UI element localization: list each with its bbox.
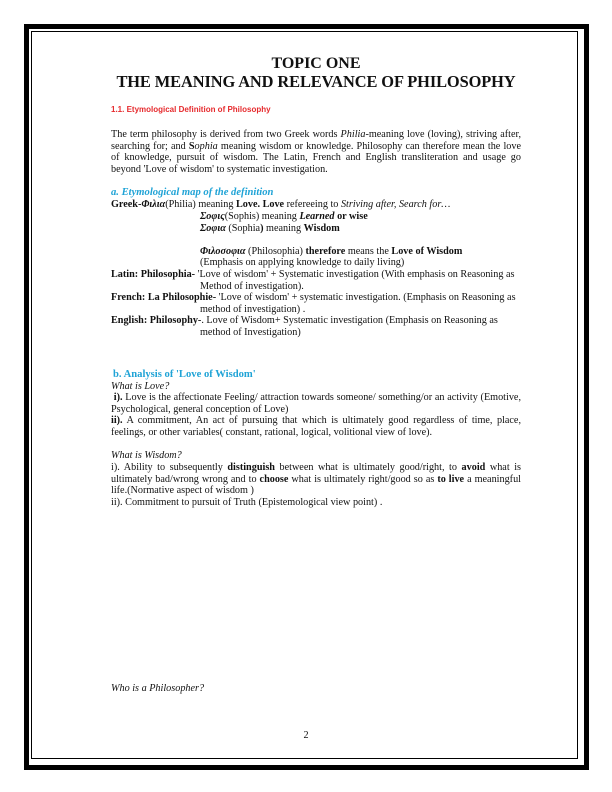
philia-greek: Φιλια: [141, 199, 166, 211]
latin-text: 'Love of wisdom' + Systematic investigation (With emphasis on Reasoning as Method of investigation).: [195, 268, 515, 292]
wisdom-text: i). Ability to subsequently: [111, 462, 228, 474]
avoid-bold: avoid: [461, 462, 486, 474]
english-text: . Love of Wisdom+ Systematic investigation (Emphasis on Reasoning as method of Investigation): [200, 315, 498, 338]
choose-bold: choose: [259, 473, 289, 485]
philosophia-emphasis: (Emphasis on applying knowledge to daily living): [200, 257, 405, 269]
section-heading: 1.1. Etymological Definition of Philosophy: [111, 105, 271, 114]
meaning-text: meaning: [263, 222, 304, 234]
ref-italic: Striving after, Search for…: [340, 199, 451, 211]
wisdom-text: between what is ultimately good/right, to: [274, 462, 462, 474]
love-of-wisdom-bold: Love of Wisdom: [391, 245, 463, 257]
love-point-2: [111, 415, 521, 438]
love-point-1: [111, 392, 521, 415]
point-text: A commitment, An act of pursuing that which is ultimately good regardless of time, place, feelings, or other variables( constant, rational, logical, volitional view of love).: [111, 415, 521, 438]
or-wise: or wise: [334, 210, 368, 222]
wisdom-point-2: ii). Commitment to pursuit of Truth (Epistemological view point) .: [111, 496, 383, 508]
spacer: [111, 234, 521, 246]
intro-text: -meaning love (loving), striving after, searching for; and: [111, 129, 521, 152]
philosophia-line: [111, 246, 521, 258]
love-bold: Love. Love: [235, 199, 285, 211]
french-line: [111, 292, 521, 315]
english-label: English: Philosophy-: [111, 315, 202, 327]
who-is-philosopher-question: Who is a Philosopher?: [111, 683, 205, 694]
greek-label: Greek-: [111, 199, 142, 211]
wisdom-question: What is Wisdom?: [111, 450, 182, 462]
ref-text: refereeing to: [284, 199, 341, 211]
means-text: means the: [345, 245, 392, 257]
etymology-map-heading: a. Etymological map of the definition: [111, 187, 274, 199]
intro-text: meaning wisdom or knowledge. Philosophy can therefore mean the love of knowledge, pursuit of wisdom. The Latin, French and English transliteration and usage go beyond 'Love of wisdom' to systematic investigation.: [111, 140, 522, 175]
sophia-greek: Σοφια: [200, 222, 226, 234]
intro-paragraph: [111, 129, 521, 175]
philia-term: Philia: [340, 129, 366, 140]
page-number: 2: [303, 730, 309, 741]
intro-text: The term philosophy is derived from two Greek words: [111, 129, 341, 140]
sophia-text: (Sophia: [225, 222, 261, 234]
wisdom-text: a meaningful life.(Normative aspect of wisdom ): [111, 473, 521, 497]
wisdom-point-1: [111, 462, 521, 497]
english-line: [111, 315, 521, 338]
document-page: [111, 55, 521, 508]
paren: ): [260, 222, 264, 234]
wisdom-text: what is ultimately bad/wrong wrong and to: [111, 462, 521, 485]
point-label: i).: [113, 392, 123, 404]
therefore-bold: therefore: [305, 245, 346, 257]
latin-label: Latin: Philosophia-: [111, 268, 196, 280]
sophia-term: ophia: [194, 140, 218, 152]
distinguish-bold: distinguish: [227, 462, 275, 474]
learned-term: Learned: [299, 210, 335, 222]
french-text: 'Love of wisdom' + systematic investigation. (Emphasis on Reasoning as method of investigation) .: [200, 292, 516, 315]
analysis-heading: b. Analysis of 'Love of Wisdom': [113, 368, 256, 380]
wisdom-text: what is ultimately right/good so as: [288, 473, 438, 485]
sophia-initial: S: [188, 140, 195, 152]
topic-heading: TOPIC ONE: [271, 55, 361, 72]
sophis-text: (Sophis) meaning: [224, 210, 300, 222]
point-text: Love is the affectionate Feeling/ attraction towards someone/ something/or an activity (Emotive, Psychological, general conception of Love): [111, 392, 522, 415]
sophis-line: [111, 211, 521, 223]
page-title: THE MEANING AND RELEVANCE OF PHILOSOPHY: [116, 72, 516, 91]
sophia-line: [111, 223, 521, 235]
philia-text: (Philia) meaning: [165, 199, 236, 211]
wisdom-term: Wisdom: [303, 222, 340, 234]
french-label: French: La Philosophie-: [111, 292, 217, 304]
sophis-greek: Σοφις: [200, 210, 225, 222]
point-label: ii).: [111, 415, 123, 427]
latin-line: [111, 269, 521, 292]
philosophia-greek: Φιλοσοφια: [200, 245, 246, 257]
love-question: What is Love?: [111, 380, 170, 392]
greek-philia-line: [111, 199, 521, 211]
to-live-bold: to live: [437, 473, 465, 485]
philosophia-text: (Philosophia): [245, 245, 306, 257]
